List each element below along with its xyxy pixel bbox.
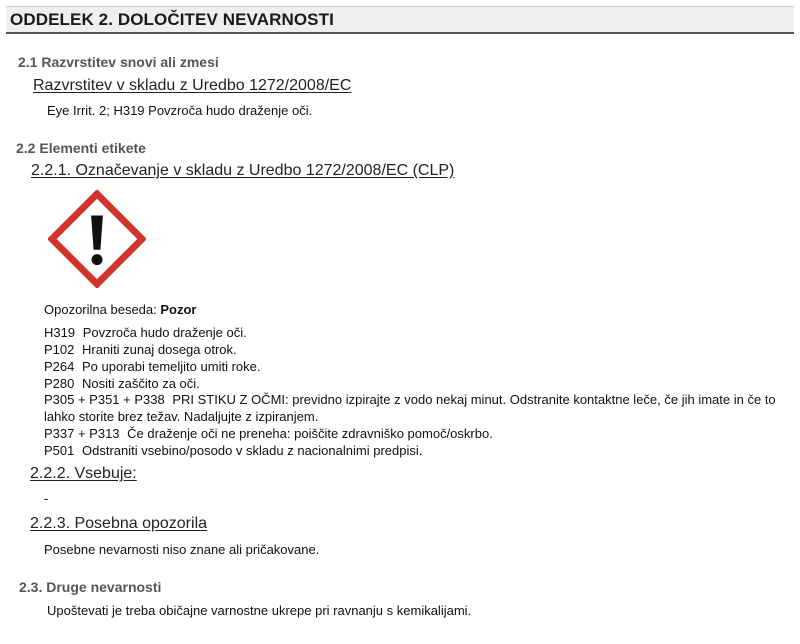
other-hazards-text: Upoštevati je treba običajne varnostne ukrepe pri ravnanju s kemikalijami. [47, 603, 472, 618]
heading-2-2-3: 2.2.3. Posebna opozorila [30, 515, 208, 532]
signal-word-label: Opozorilna beseda: [44, 302, 161, 317]
statement-text: Povzroča hudo draženje oči. [82, 325, 247, 340]
heading-2-2-2: 2.2.2. Vsebuje: [30, 465, 137, 482]
statement-code: P305 + P351 + P338 [44, 392, 165, 407]
precautionary-statement [44, 391, 779, 425]
statement-code: P501 [44, 443, 75, 458]
precautionary-statement [44, 358, 260, 375]
contains-value: - [44, 491, 49, 506]
subheading-classification-regulation: Razvrstitev v skladu z Uredbo 1272/2008/EC [33, 77, 352, 94]
section-title: ODDELEK 2. DOLOČITEV NEVARNOSTI [10, 10, 334, 29]
statement-text: Odstraniti vsebino/posodo v skladu z nacionalnimi predpisi. [82, 443, 423, 458]
heading-2-3: 2.3. Druge nevarnosti [19, 579, 162, 595]
precautionary-statement [44, 442, 422, 459]
classification-text: Eye Irrit. 2; H319 Povzroča hudo draženje oči. [47, 103, 313, 118]
special-warnings-text: Posebne nevarnosti niso znane ali pričakovane. [44, 542, 320, 557]
statement-text: Hraniti zunaj dosega otrok. [82, 342, 237, 357]
section-header [6, 6, 794, 34]
signal-word: Pozor [160, 302, 197, 317]
statement-text: Nositi zaščito za oči. [82, 376, 200, 391]
hazard-statement [44, 324, 247, 341]
statement-text: PRI STIKU Z OČMI: previdno izpirajte z vodo nekaj minut. Odstranite kontaktne leče, če jih imate in če to lahko storite brez težav. Nadaljujte z izpiranjem. [44, 392, 776, 424]
signal-word-line [44, 302, 196, 317]
statement-code: P102 [44, 342, 75, 357]
statement-code: P280 [44, 376, 75, 391]
precautionary-statement [44, 341, 237, 358]
precautionary-statement [44, 425, 493, 442]
heading-2-2: 2.2 Elementi etikete [16, 140, 146, 156]
statement-code: P337 + P313 [44, 426, 120, 441]
statement-text: Če draženje oči ne preneha: poiščite zdravniško pomoč/oskrbo. [127, 426, 493, 441]
statement-text: Po uporabi temeljito umiti roke. [82, 359, 261, 374]
statement-code: H319 [44, 325, 76, 340]
heading-2-2-1: 2.2.1. Označevanje v skladu z Uredbo 1272/2008/EC (CLP) [31, 162, 455, 179]
precautionary-statement [44, 375, 200, 392]
exclamation-mark-pictogram-icon [48, 190, 146, 288]
statement-code: P264 [44, 359, 75, 374]
heading-2-1: 2.1 Razvrstitev snovi ali zmesi [18, 54, 219, 70]
